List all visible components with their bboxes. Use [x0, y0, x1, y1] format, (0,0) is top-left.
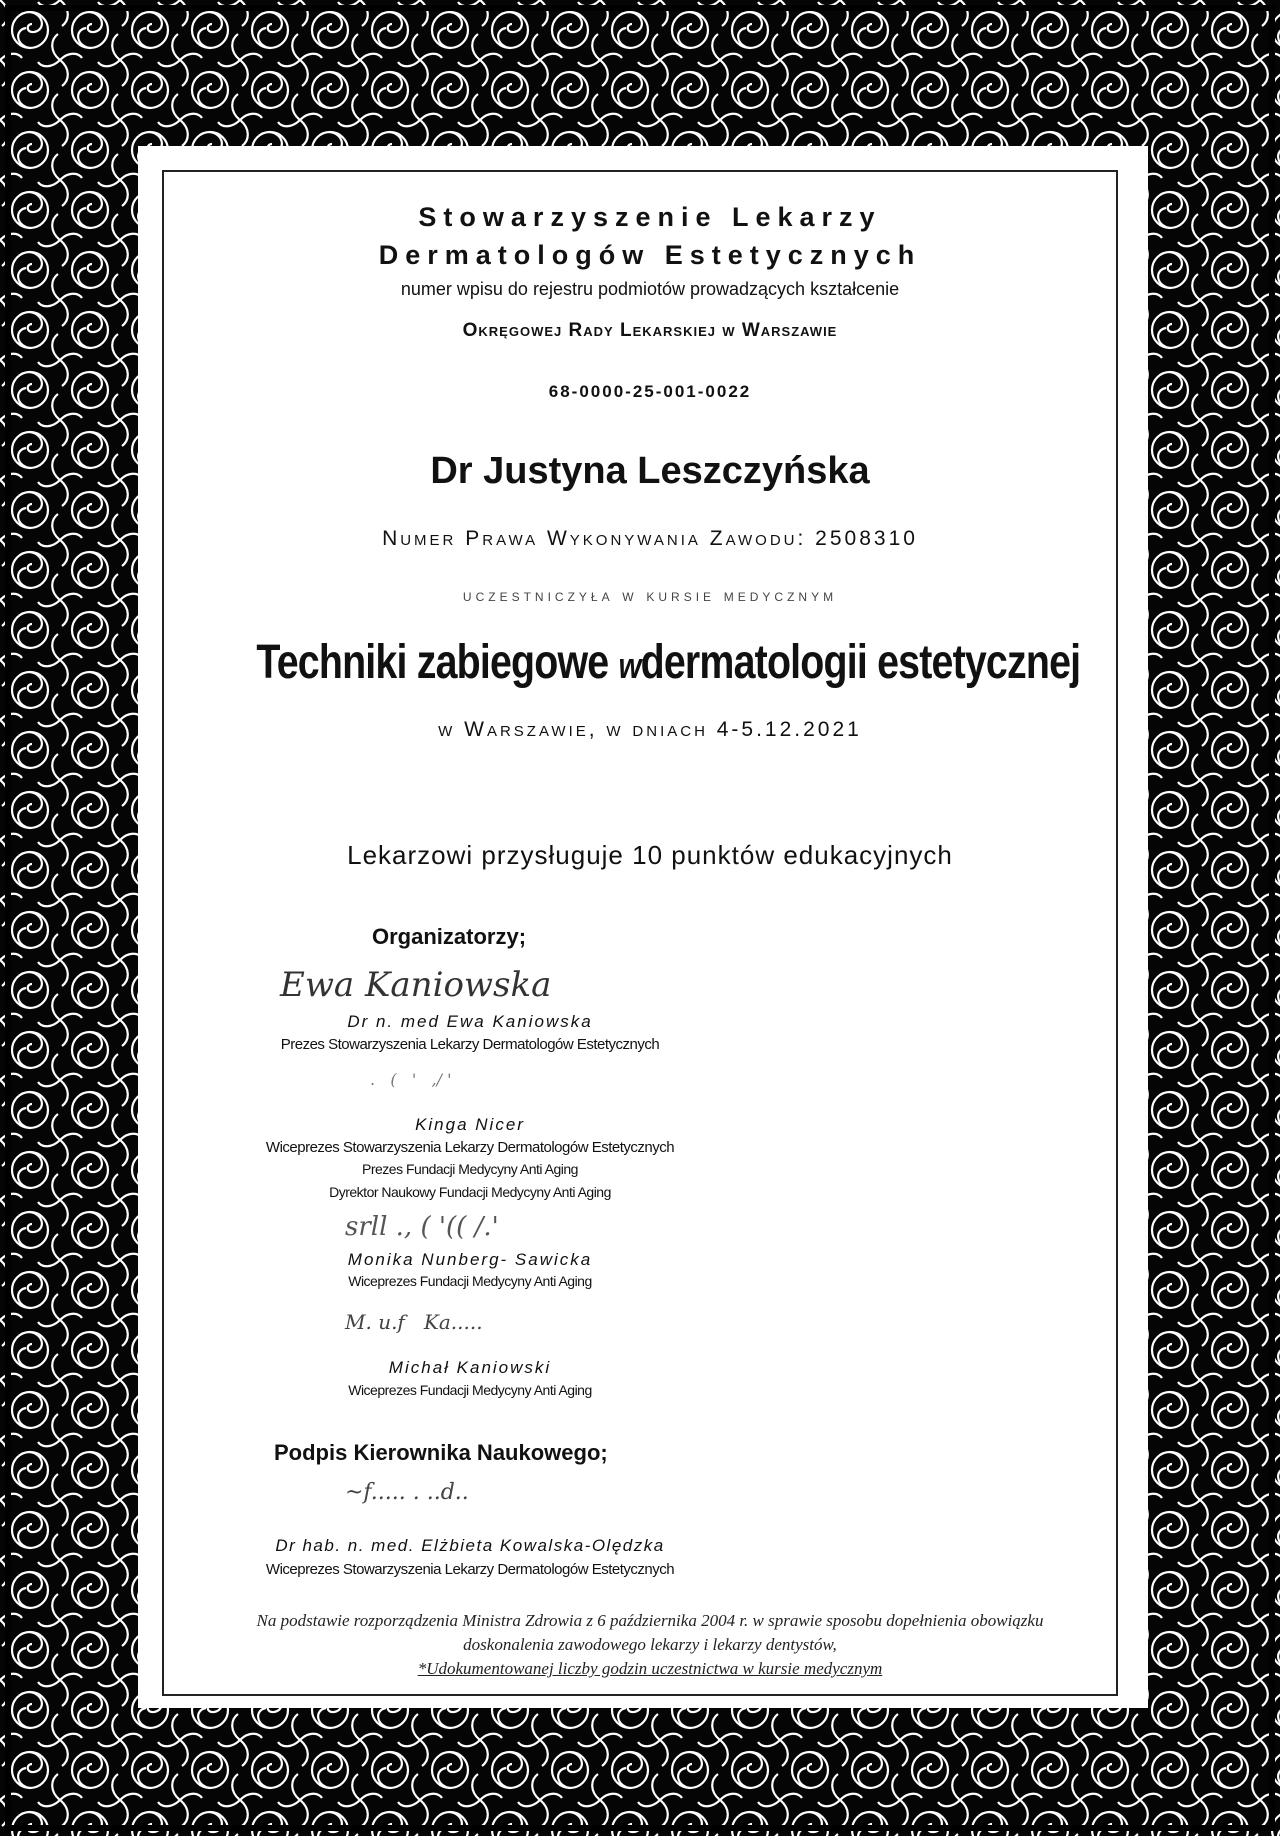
organizers-heading: Organizatorzy;	[372, 924, 527, 949]
scientific-heading: Podpis Kierownika Naukowego;	[274, 1440, 608, 1465]
org-name-line1: Stowarzyszenie Lekarzy	[418, 202, 882, 232]
course-title-part: Techniki zabiegowe	[256, 636, 619, 689]
footnote-line: Na podstawie rozporządzenia Ministra Zdrowia z 6 października 2004 r. w sprawie sposobu dopełnienia obowiązku	[256, 1611, 1044, 1630]
education-points: Lekarzowi przysługuje 10 punktów edukacyjnych	[347, 840, 953, 870]
organizer-role: Prezes Stowarzyszenia Lekarzy Dermatologów Estetycznych	[280, 1036, 660, 1053]
registry-number: 68-0000-25-001-0022	[548, 382, 752, 401]
organizer-role: Wiceprezes Fundacji Medycyny Anti Aging	[348, 1273, 592, 1289]
signature-michal-kaniowski: M. u.f Ka.....	[345, 1310, 483, 1334]
signature-kinga-nicer: . ( ' ,/ '	[370, 1070, 452, 1089]
organizer-role: Prezes Fundacji Medycyny Anti Aging	[362, 1161, 578, 1177]
footnote-line: doskonalenia zawodowego lekarzy i lekarzy dentystów,	[463, 1635, 837, 1654]
council-name: Okręgowej Rady Lekarskiej w Warszawie	[462, 320, 838, 341]
participant-name: Dr Justyna Leszczyńska	[430, 450, 870, 492]
organizer-name: Kinga Nicer	[415, 1115, 525, 1134]
organizer-name: Monika Nunberg- Sawicka	[347, 1250, 593, 1269]
place-dates: w Warszawie, w dniach 4-5.12.2021	[438, 718, 862, 741]
signature-elzbieta-kowalska-oledzka: ~f..... . ..d..	[345, 1480, 469, 1505]
organizer-role: Dyrektor Naukowy Fundacji Medycyny Anti Aging	[329, 1184, 611, 1200]
organizer-name: Michał Kaniowski	[388, 1358, 552, 1377]
organizer-role: Wiceprezes Fundacji Medycyny Anti Aging	[348, 1382, 592, 1398]
course-title	[256, 635, 1081, 690]
license-number: Numer Prawa Wykonywania Zawodu: 2508310	[382, 527, 918, 550]
participated-text: uczestniczyła w kursie medycznym	[462, 586, 838, 605]
course-title-part: dermatologii estetycznej	[640, 636, 1081, 689]
org-name-line2: Dermatologów Estetycznych	[378, 240, 922, 270]
scientific-role: Wiceprezes Stowarzyszenia Lekarzy Dermatologów Estetycznych	[265, 1561, 675, 1578]
signature-ewa-kaniowska: Ewa Kaniowska	[280, 965, 552, 1005]
course-title-w: w	[618, 645, 641, 686]
organizer-name: Dr n. med Ewa Kaniowska	[347, 1012, 593, 1031]
footnote-line: *Udokumentowanej liczby godzin uczestnictwa w kursie medycznym	[417, 1659, 883, 1678]
signature-monika-nunberg-sawicka: srll ., ( '(( /.'	[345, 1212, 499, 1242]
registry-text: numer wpisu do rejestru podmiotów prowadzących kształcenie	[400, 279, 900, 299]
scientific-name: Dr hab. n. med. Elżbieta Kowalska-Olędzka	[275, 1536, 665, 1555]
organizer-role: Wiceprezes Stowarzyszenia Lekarzy Dermatologów Estetycznych	[265, 1139, 675, 1156]
